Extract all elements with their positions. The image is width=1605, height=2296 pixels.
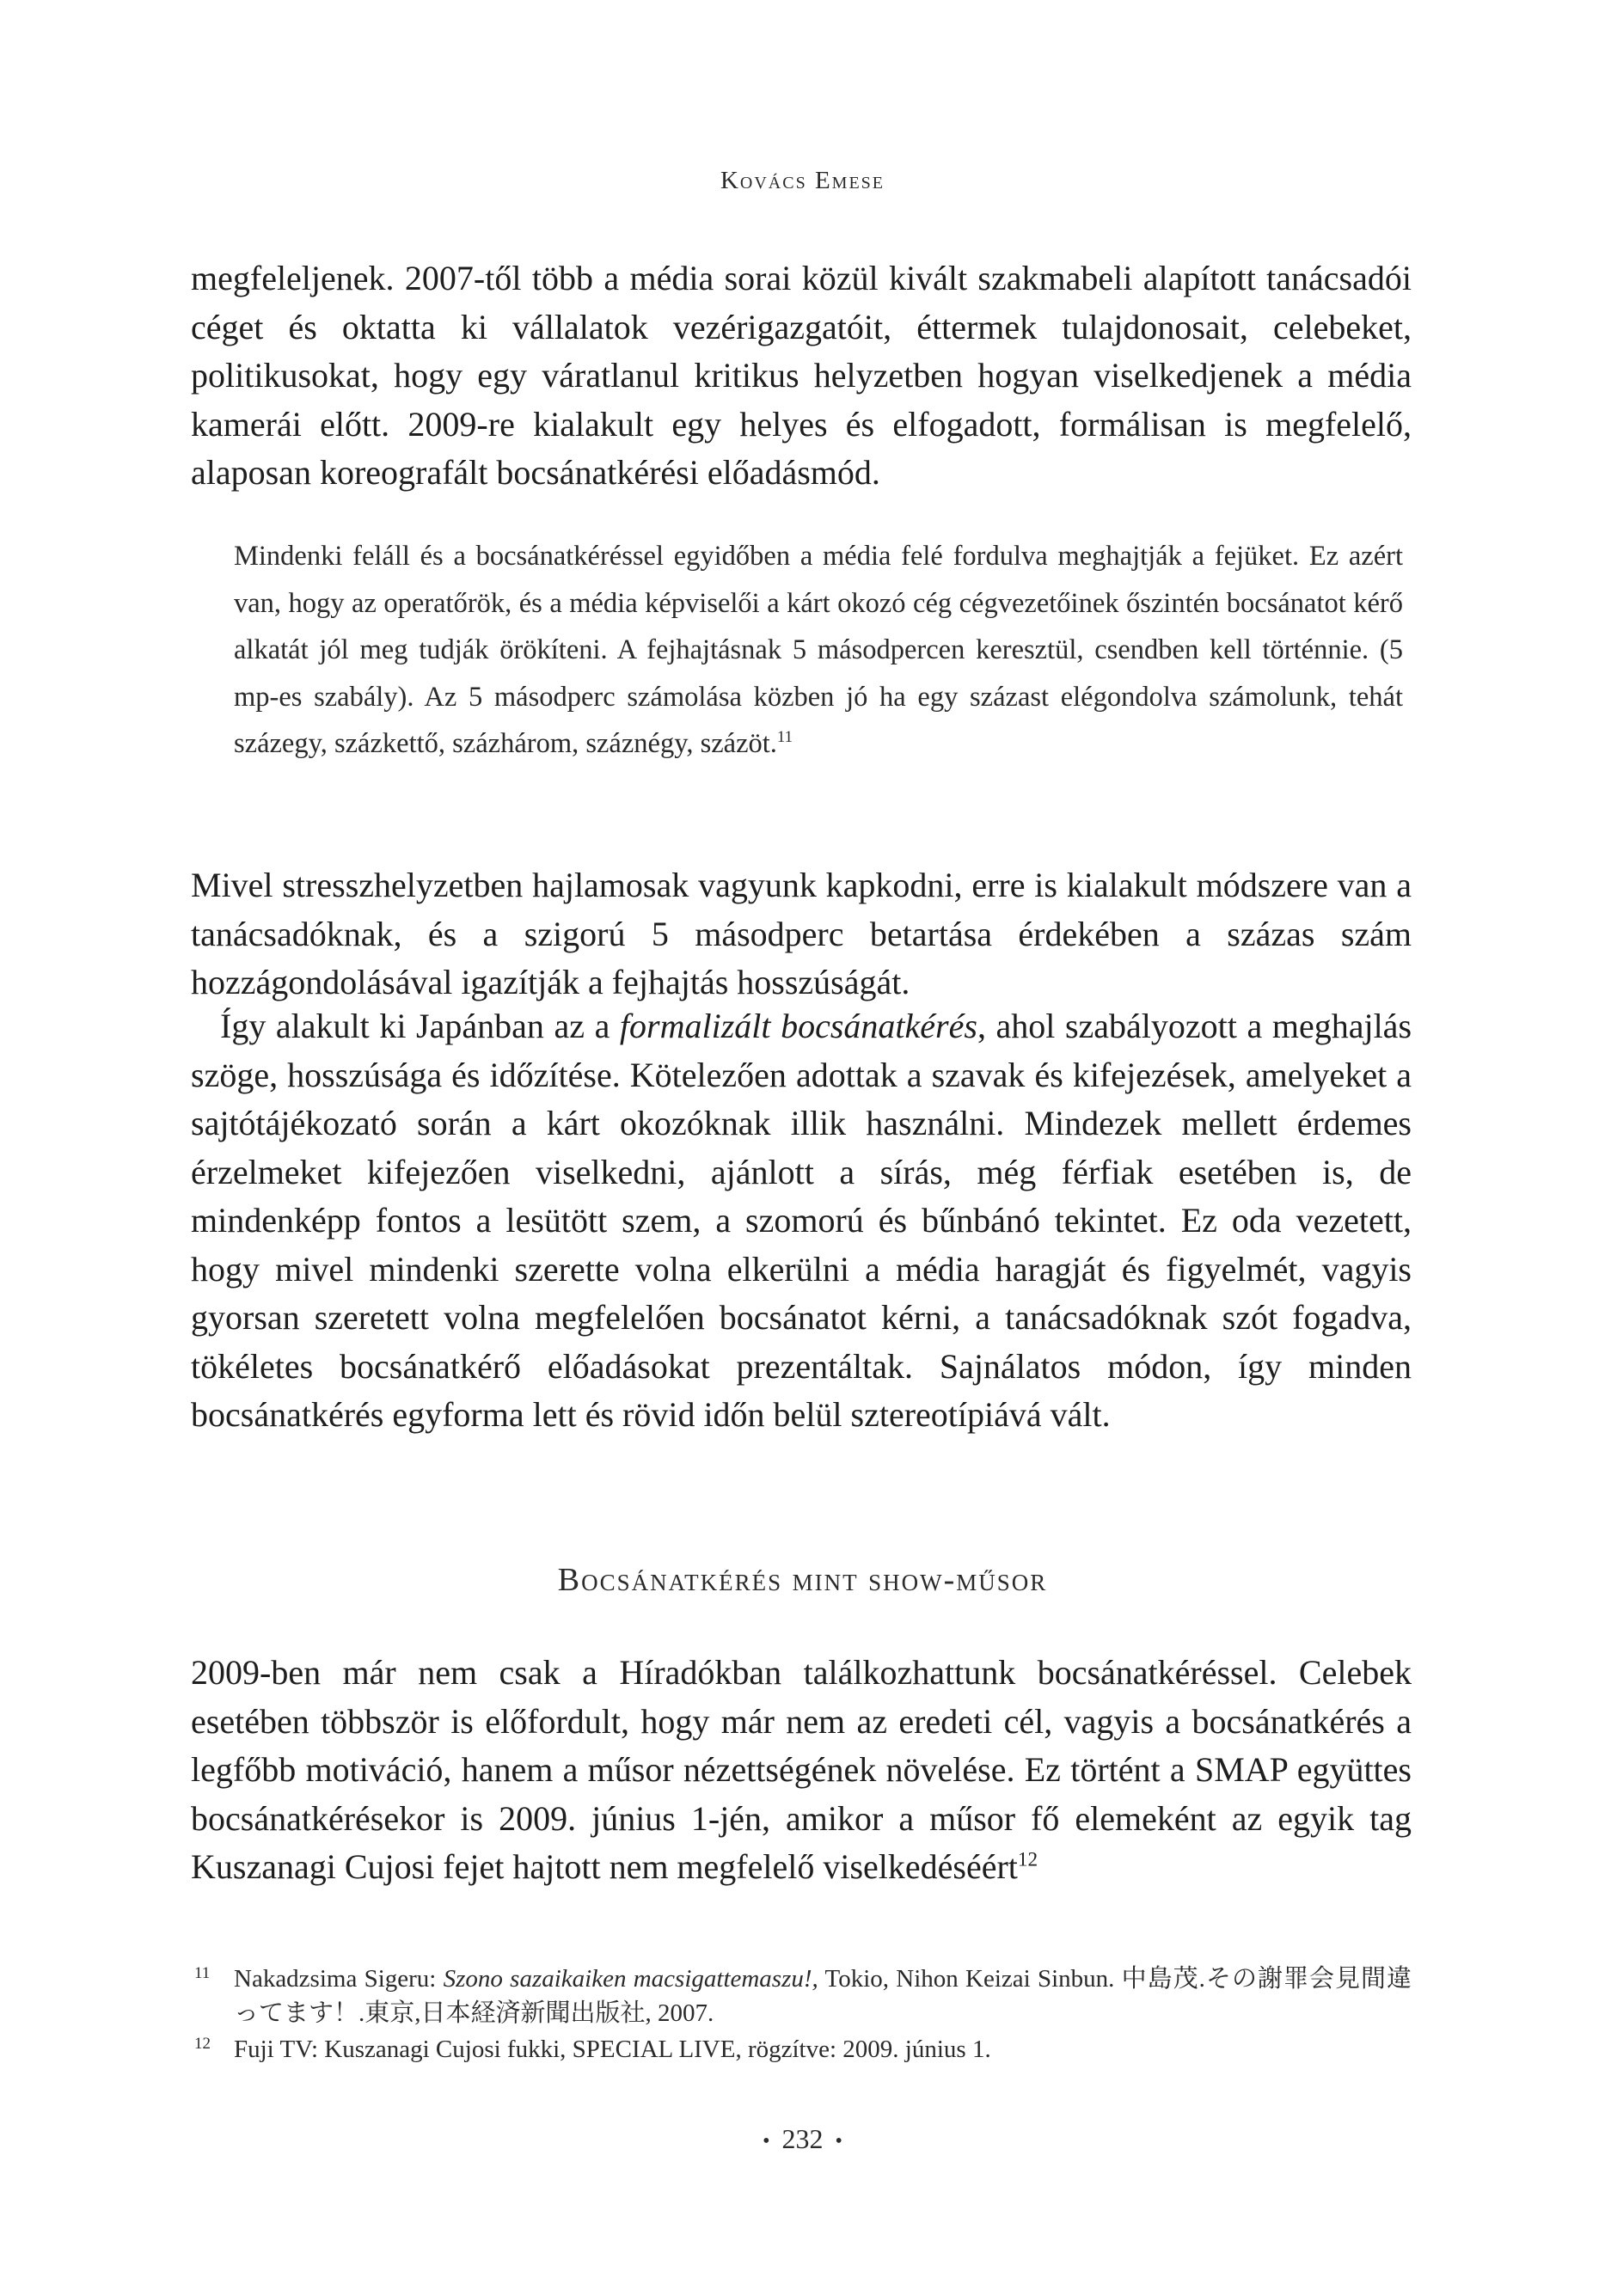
footnote-number: 11 xyxy=(194,1964,211,1982)
block-quote-text: Mindenki feláll és a bocsánatkéréssel egyidőben a média felé fordulva meghajtják a fejüket. Ez azért van, hogy az operatőrök, és a média képviselői a kárt okozó cég cégvezetőinek őszintén bocsánatot kérő alkatát jól meg tudják örökíteni. A fejhajtásnak 5 másodpercen keresztül, csendben kell történnie. (5 mp-es szabály). Az 5 másodperc számolása közben jó ha egy százast elégondolva számolunk, tehát százegy, százkettő, százhárom, száznégy, százöt. xyxy=(234,541,1403,759)
paragraph-show xyxy=(191,1649,1412,1892)
paragraph-text: , ahol szabályozott a meghajlás szöge, hosszúsága és időzítése. Kötelezően adottak a szavak és kifejezések, amelyeket a sajtótájékozató során a kárt okozóknak illik használni. Mindezek mellett érdemes érzelmeket kifejezően viselkedni, ajánlott a sírás, még férfiak esetében is, de mindenképp fontos a lesütött szem, a szomorú és bűnbánó tekintet. Ez oda vezetett, hogy mivel mindenki szerette volna elkerülni a média haragját és figyelmét, vagyis gyorsan szeretett volna megfelelően bocsánatot kérni, a tanácsadóknak szót fogadva, tökéletes bocsánatkérő előadásokat prezentáltak. Sajnálatos módon, így minden bocsánatkérés egyforma lett és rövid időn belül sztereotípiává vált. xyxy=(191,1007,1412,1434)
bullet-icon: • xyxy=(835,2130,842,2153)
paragraph-stress: Mivel stresszhelyzetben hajlamosak vagyunk kapkodni, erre is kialakult módszere van a tanácsadóknak, és a szigorú 5 másodperc betartása érdekében a százas szám hozzágondolásával igazítják a fejhajtás hosszúságát. xyxy=(191,866,1412,1001)
paragraph-intro: megfeleljenek. 2007-től több a média sorai közül kivált szakmabeli alapított tanácsadói céget és oktatta ki vállalatok vezérigazgatóit, éttermek tulajdonosait, celebeket, politikusokat, hogy egy váratlanul kritikus helyzetben hogyan viselkedjenek a média kamerái előtt. 2009-re kialakult egy helyes és elfogadott, formálisan is megfelelő, alaposan koreografált bocsánatkérési előadásmód. xyxy=(191,259,1412,492)
footnotes xyxy=(191,1962,1412,2068)
emphasized-term: formalizált bocsánatkérés xyxy=(619,1007,977,1045)
footnote-text: Nakadzsima Sigeru: xyxy=(234,1965,444,1993)
paragraph-formalized-apology xyxy=(191,1002,1412,1440)
footnote-text: Fuji TV: Kuszanagi Cujosi fukki, SPECIAL LIVE, rögzítve: 2009. június 1. xyxy=(234,2036,991,2063)
bullet-icon: • xyxy=(763,2130,770,2153)
footnote-number: 12 xyxy=(194,2035,211,2053)
footnote-text: Tokio, Nihon Keizai Sinbun. 中島茂.その謝罪会見間違ってます！.東京,日本経済新聞出版社, 2007. xyxy=(234,1965,1412,2027)
page-number xyxy=(0,2123,1605,2155)
block-quote xyxy=(234,533,1403,768)
running-head: Kovács Emese xyxy=(720,167,885,194)
paragraph-text: Így alakult ki Japánban az a xyxy=(220,1007,620,1045)
section-heading: Bocsánatkérés mint show-műsor xyxy=(557,1562,1048,1598)
footnote-12 xyxy=(191,2032,1412,2066)
paragraph-text: 2009-ben már nem csak a Híradókban találkozhattunk bocsánatkéréssel. Celebek esetében többször is előfordult, hogy már nem az eredeti cél, vagyis a bocsánatkérés a legfőbb motiváció, hanem a műsor nézettségének növelése. Ez történt a SMAP együttes bocsánatkérésekor is 2009. június 1-jén, amikor a műsor fő elemeként az egyik tag Kuszanagi Cujosi fejet hajtott nem megfelelő viselkedéséért xyxy=(191,1653,1412,1886)
footnote-ref-11[interactable]: 11 xyxy=(776,728,793,747)
page-number-value: 232 xyxy=(781,2123,824,2154)
footnote-title: Szono sazaikaiken macsigattemaszu!, xyxy=(443,1965,818,1993)
footnote-ref-12[interactable]: 12 xyxy=(1017,1848,1038,1871)
footnote-11 xyxy=(191,1962,1412,2030)
